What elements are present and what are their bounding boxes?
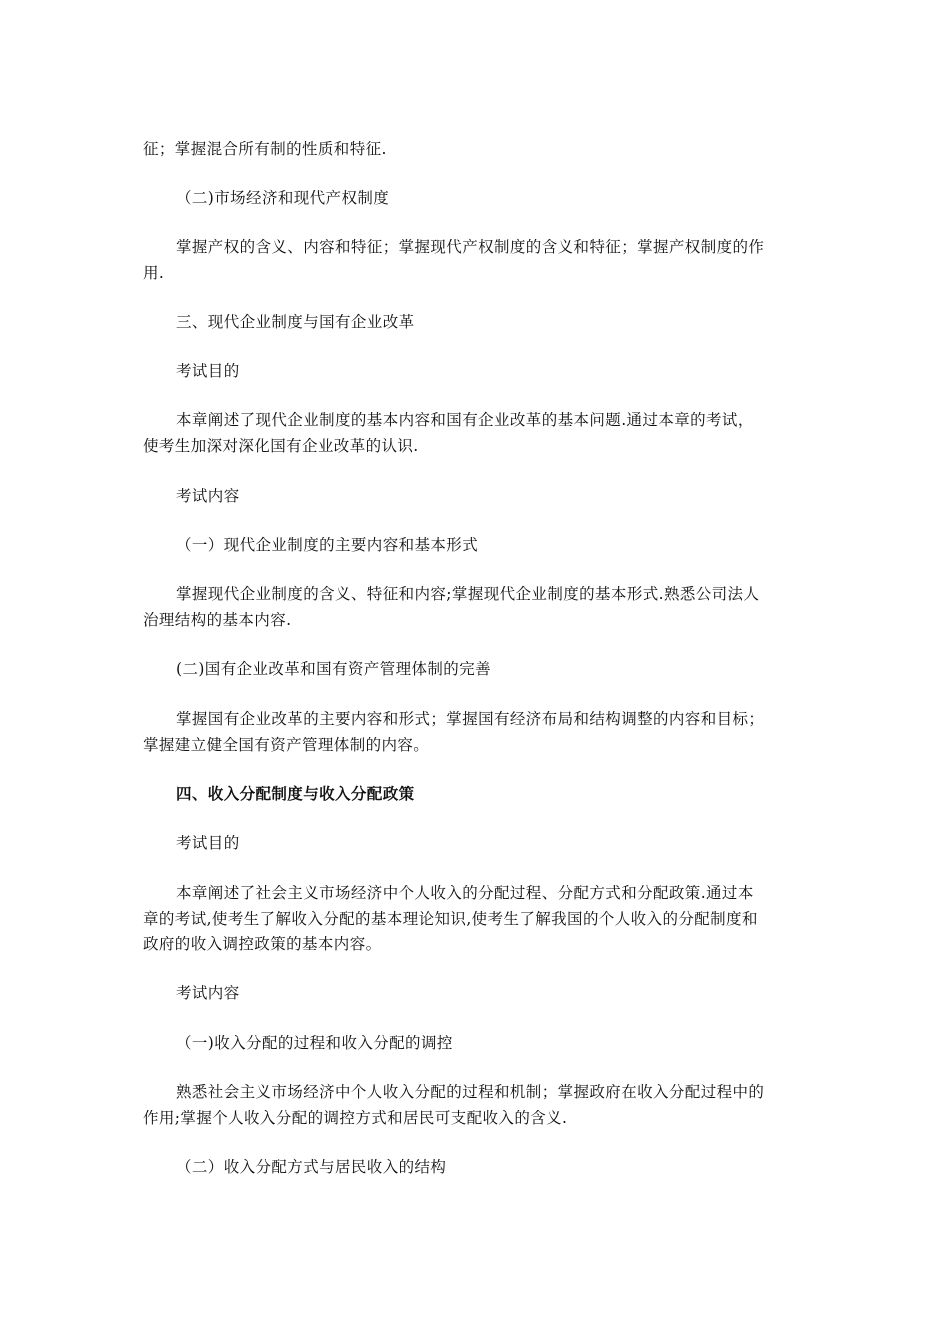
paragraph-line: 熟悉社会主义市场经济中个人收入分配的过程和机制；掌握政府在收入分配过程中的 <box>176 1083 765 1101</box>
subsection-heading: （二)市场经济和现代产权制度 <box>176 189 390 207</box>
subsection-heading: (二)国有企业改革和国有资产管理体制的完善 <box>176 660 491 678</box>
paragraph-line: 用. <box>143 264 165 282</box>
paragraph-line: 掌握现代企业制度的含义、特征和内容;掌握现代企业制度的基本形式.熟悉公司法人 <box>176 585 760 603</box>
paragraph-line: 政府的收入调控政策的基本内容。 <box>143 935 382 953</box>
label-exam-content: 考试内容 <box>176 487 240 505</box>
subsection-heading: （二）收入分配方式与居民收入的结构 <box>176 1158 447 1176</box>
label-exam-content: 考试内容 <box>176 984 240 1002</box>
paragraph-line: 章的考试,使考生了解收入分配的基本理论知识,使考生了解我国的个人收入的分配制度和 <box>143 910 758 928</box>
paragraph-line: 作用;掌握个人收入分配的调控方式和居民可支配收入的含义. <box>143 1109 568 1127</box>
subsection-heading: （一）现代企业制度的主要内容和基本形式 <box>176 536 479 554</box>
paragraph-line: 掌握国有企业改革的主要内容和形式；掌握国有经济布局和结构调整的内容和目标； <box>176 710 765 728</box>
paragraph-line: 使考生加深对深化国有企业改革的认识. <box>143 437 419 455</box>
paragraph-line: 治理结构的基本内容. <box>143 611 292 629</box>
label-exam-purpose: 考试目的 <box>176 362 240 380</box>
paragraph-line: 本章阐述了现代企业制度的基本内容和国有企业改革的基本问题.通过本章的考试， <box>176 411 754 429</box>
label-exam-purpose: 考试目的 <box>176 834 240 852</box>
paragraph-line: 本章阐述了社会主义市场经济中个人收入的分配过程、分配方式和分配政策.通过本 <box>176 884 754 902</box>
section-heading: 四、收入分配制度与收入分配政策 <box>176 784 415 803</box>
paragraph-line: 掌握产权的含义、内容和特征；掌握现代产权制度的含义和特征；掌握产权制度的作 <box>176 238 765 256</box>
paragraph-line: 掌握建立健全国有资产管理体制的内容。 <box>143 736 430 754</box>
section-heading: 三、现代企业制度与国有企业改革 <box>176 313 415 331</box>
paragraph-line: 征；掌握混合所有制的性质和特征. <box>143 140 387 158</box>
subsection-heading: （一)收入分配的过程和收入分配的调控 <box>176 1034 453 1052</box>
